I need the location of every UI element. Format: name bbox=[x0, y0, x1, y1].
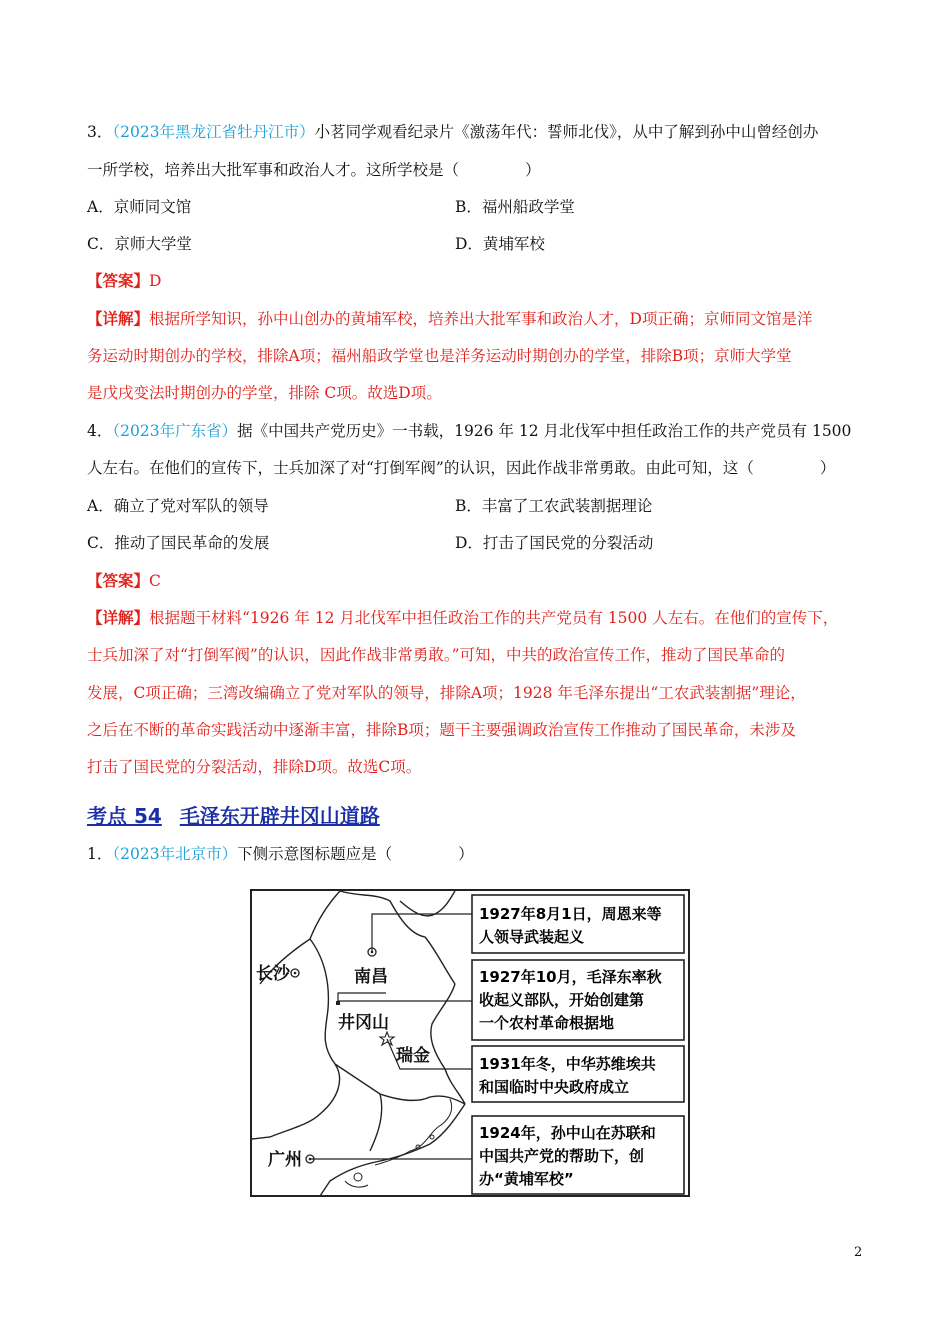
q3-detail-line1: 【详解】根据所学知识，孙中山创办的黄埔军校，培养出大批军事和政治人才，D项正确；京师同文馆是洋 bbox=[87, 309, 813, 328]
q3-detail-line3: 是戊戌变法时期创办的学堂，排除 C项。故选D项。 bbox=[87, 384, 442, 402]
q4-number: 4． bbox=[87, 422, 113, 440]
svg-text:人领导武装起义: 人领导武装起义 bbox=[479, 928, 585, 946]
q4-option-b: B．丰富了工农武装割据理论 bbox=[455, 497, 653, 515]
event-box-3 bbox=[472, 1046, 684, 1102]
svg-text:1927年10月，毛泽东率秋: 1927年10月，毛泽东率秋 bbox=[479, 968, 662, 986]
svg-text:收起义部队，开始创建第: 收起义部队，开始创建第 bbox=[479, 991, 645, 1009]
q4-stem-line2 bbox=[87, 458, 835, 478]
q3-source: （2023年黑龙江省牡丹江市） bbox=[112, 123, 315, 141]
history-map-figure bbox=[250, 889, 690, 1197]
q3-number: 3． bbox=[87, 123, 113, 141]
svg-text:一个农村革命根据地: 一个农村革命根据地 bbox=[479, 1014, 615, 1032]
q4-options-row1 bbox=[87, 496, 787, 516]
svg-text:中国共产党的帮助下，创: 中国共产党的帮助下，创 bbox=[479, 1147, 645, 1165]
q4-answer bbox=[87, 571, 161, 591]
q3-detail-line2: 务运动时期创办的学校，排除A项；福州船政学堂也是洋务运动时期创办的学堂，排除B项；京师大学堂 bbox=[87, 347, 792, 365]
q4-options-row2 bbox=[87, 533, 787, 553]
event-box-2 bbox=[472, 960, 684, 1040]
q4-detail-line3: 发展，C项正确；三湾改编确立了党对军队的领导，排除A项；1928 年毛泽东提出“工农武装割据”理论， bbox=[87, 684, 806, 702]
q4-stem-text1: 据《中国共产党历史》一书载，1926 年 12 月北伐军中担任政治工作的共产党员有 1500 bbox=[237, 422, 852, 440]
q4-answer-value: C bbox=[149, 572, 161, 590]
q1-number: 1． bbox=[87, 845, 113, 863]
svg-text:办“黄埔军校”: 办“黄埔军校” bbox=[479, 1170, 574, 1188]
q4-option-c: C．推动了国民革命的发展 bbox=[87, 534, 270, 552]
q3-stem-line1 bbox=[87, 122, 818, 142]
q4-stem-text2: 人左右。在他们的宣传下，士兵加深了对“打倒军阀”的认识，因此作战非常勇敢。由此可知，这（ bbox=[87, 459, 754, 477]
city-label-nanchang: 南昌 bbox=[354, 967, 388, 987]
q3-stem-line2 bbox=[87, 160, 541, 180]
q4-detail-line2: 士兵加深了对“打倒军阀”的认识，因此作战非常勇敢。”可知，中共的政治宣传工作，推动了国民革命的 bbox=[87, 646, 786, 664]
q1-source: （2023年北京市） bbox=[112, 845, 238, 863]
q3-option-d: D．黄埔军校 bbox=[455, 235, 545, 253]
q4-source: （2023年广东省） bbox=[112, 422, 238, 440]
q3-answer bbox=[87, 271, 161, 291]
q1-stem-text: 下侧示意图标题应是（ bbox=[237, 845, 393, 863]
q3-options-row2 bbox=[87, 234, 787, 254]
q1-stem bbox=[87, 844, 474, 864]
q3-stem-end: ） bbox=[525, 161, 541, 179]
q4-stem-line1 bbox=[87, 421, 851, 441]
q4-detail-line4: 之后在不断的革命实践活动中逐渐丰富，排除B项；题干主要强调政治宣传工作推动了国民革命，未涉及 bbox=[87, 721, 796, 739]
svg-text:和国临时中央政府成立: 和国临时中央政府成立 bbox=[479, 1078, 630, 1096]
section-number: 考点 54 bbox=[87, 804, 162, 828]
q3-option-a: A．京师同文馆 bbox=[87, 198, 192, 216]
section-title: 毛泽东开辟井冈山道路 bbox=[179, 804, 380, 828]
q4-answer-label: 【答案】 bbox=[87, 571, 150, 590]
q3-answer-label: 【答案】 bbox=[87, 271, 150, 290]
q4-option-a: A．确立了党对军队的领导 bbox=[87, 497, 269, 515]
svg-text:1924年，孙中山在苏联和: 1924年，孙中山在苏联和 bbox=[479, 1124, 656, 1142]
q4-detail-line1: 【详解】根据题干材料“1926 年 12 月北伐军中担任政治工作的共产党员有 1500 人左右。在他们的宣传下， bbox=[87, 608, 839, 627]
city-label-jinggangshan: 井冈山 bbox=[338, 1013, 389, 1033]
q4-stem-end: ） bbox=[819, 459, 836, 477]
event-box-1 bbox=[472, 895, 684, 953]
q1-stem-end: ） bbox=[458, 845, 474, 863]
page-number: 2 bbox=[854, 1245, 863, 1260]
q4-detail-label: 【详解】 bbox=[87, 608, 150, 627]
q3-answer-value: D bbox=[149, 272, 162, 290]
q4-option-d: D．打击了国民党的分裂活动 bbox=[455, 534, 654, 552]
q3-options-row1 bbox=[87, 197, 787, 217]
event-box-4 bbox=[472, 1116, 684, 1194]
svg-text:1927年8月1日，周恩来等: 1927年8月1日，周恩来等 bbox=[479, 905, 662, 923]
jinggangshan-marker bbox=[336, 1001, 340, 1005]
city-label-changsha: 长沙 bbox=[256, 964, 290, 984]
section-heading bbox=[87, 800, 380, 829]
q3-option-c: C．京师大学堂 bbox=[87, 235, 192, 253]
q4-detail-line5: 打击了国民党的分裂活动，排除D项。故选C项。 bbox=[87, 758, 422, 776]
q3-stem-text2: 一所学校，培养出大批军事和政治人才。这所学校是（ bbox=[87, 161, 460, 179]
svg-text:1931年冬，中华苏维埃共: 1931年冬，中华苏维埃共 bbox=[479, 1055, 656, 1073]
q3-detail-label: 【详解】 bbox=[87, 309, 150, 328]
city-label-ruijin: 瑞金 bbox=[396, 1046, 430, 1066]
q3-option-b: B．福州船政学堂 bbox=[455, 198, 575, 216]
q3-stem-text1: 小茗同学观看纪录片《激荡年代：誓师北伐》，从中了解到孙中山曾经创办 bbox=[314, 123, 819, 141]
city-label-guangzhou: 广州 bbox=[268, 1150, 302, 1170]
